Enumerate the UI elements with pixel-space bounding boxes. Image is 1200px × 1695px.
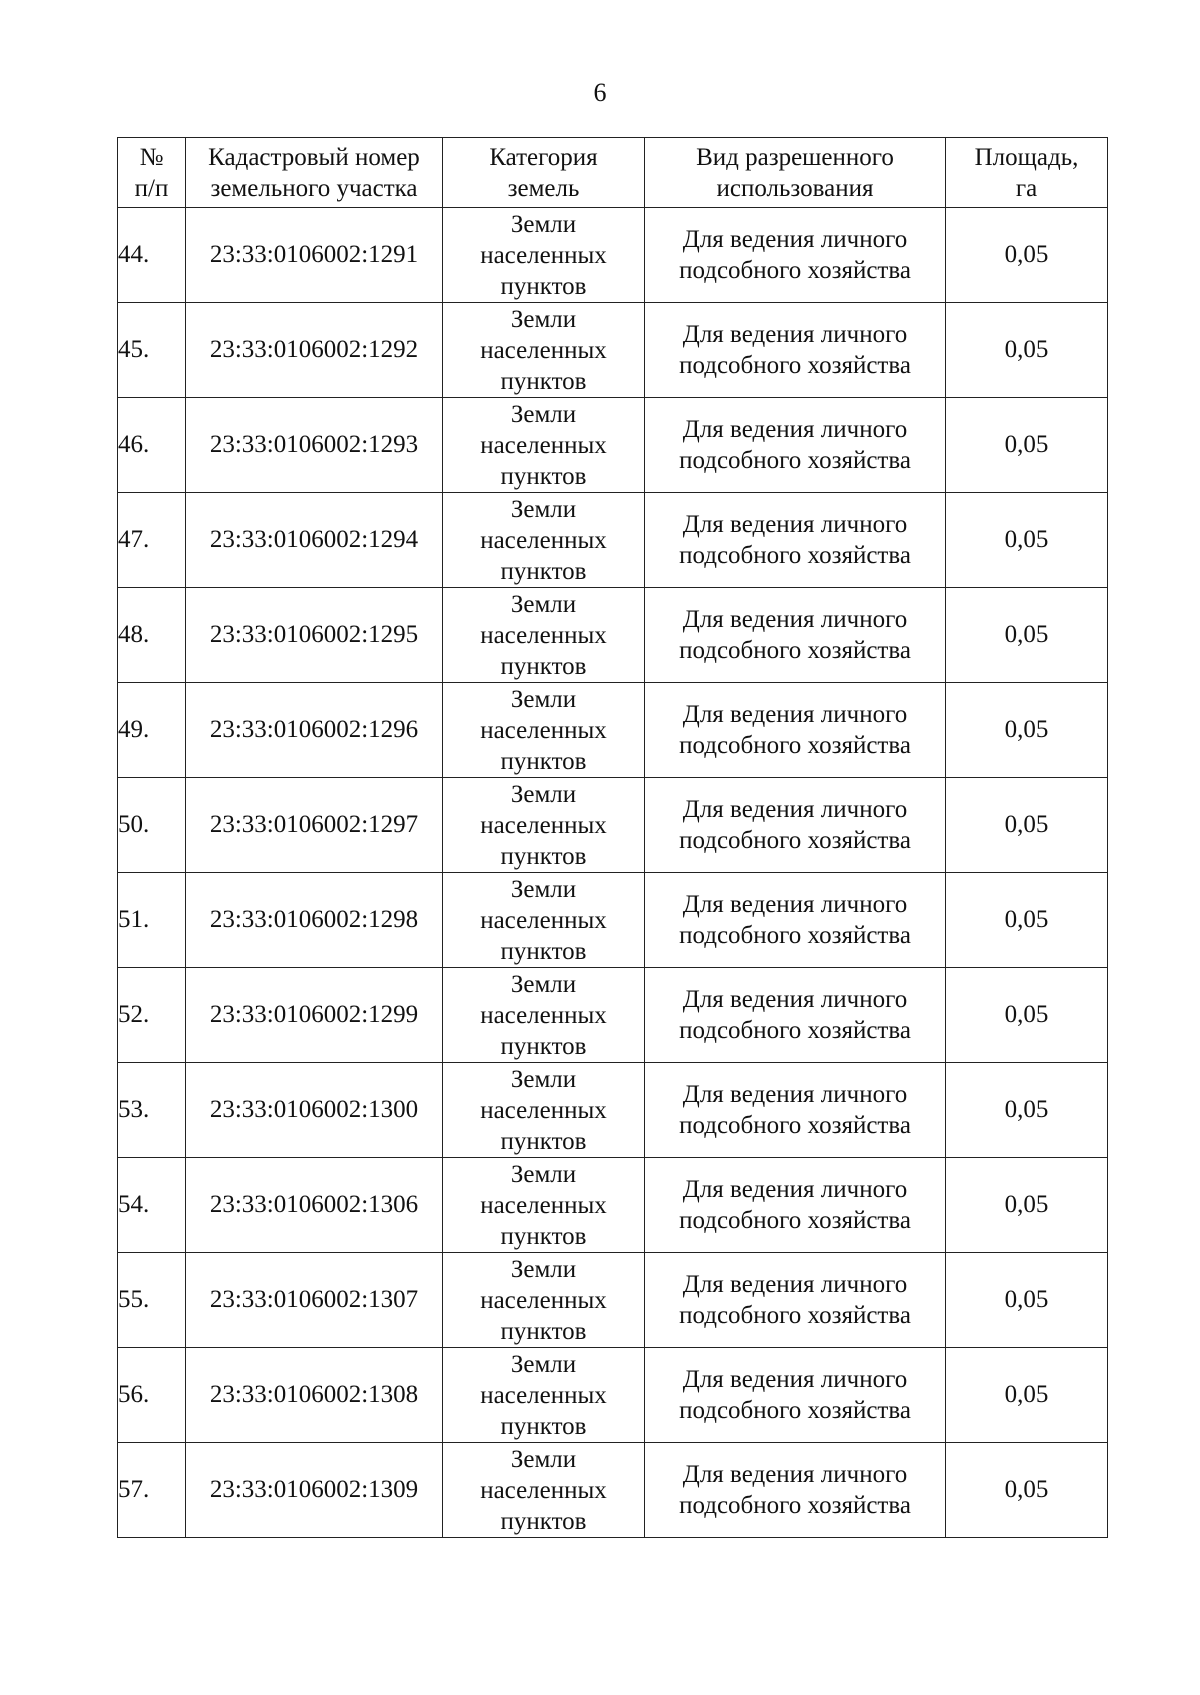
header-cadastral-number <box>186 138 443 208</box>
table-row <box>118 778 1108 873</box>
land-category-line: населенных <box>480 1286 607 1314</box>
permitted-use-line: Для ведения личного <box>682 1461 908 1488</box>
land-category-line: населенных <box>480 621 607 649</box>
permitted-use-line: подсобного хозяйства <box>679 1302 911 1329</box>
cadastral-number: 23:33:0106002:1295 <box>186 588 443 683</box>
land-category-line: населенных <box>480 1191 607 1219</box>
area-value: 0,05 <box>946 1348 1108 1443</box>
cadastral-number: 23:33:0106002:1291 <box>186 208 443 303</box>
cadastral-number: 23:33:0106002:1307 <box>186 1253 443 1348</box>
permitted-use-line: подсобного хозяйства <box>679 922 911 949</box>
area-value: 0,05 <box>946 1063 1108 1158</box>
land-category <box>443 1443 645 1538</box>
header-line: Площадь, <box>974 143 1079 171</box>
permitted-use-line: подсобного хозяйства <box>679 1397 911 1424</box>
land-category-line: населенных <box>480 526 607 554</box>
permitted-use-line: Для ведения личного <box>682 891 908 918</box>
land-category-line: Земли <box>510 1350 577 1378</box>
permitted-use <box>645 683 946 778</box>
land-category <box>443 1158 645 1253</box>
table-row <box>118 398 1108 493</box>
land-category-line: пунктов <box>500 1317 587 1345</box>
permitted-use-line: подсобного хозяйства <box>679 1207 911 1234</box>
permitted-use-line: подсобного хозяйства <box>679 827 911 854</box>
land-category-line: пунктов <box>500 557 587 585</box>
land-category-line: пунктов <box>500 1032 587 1060</box>
row-number: 53. <box>118 1063 186 1158</box>
table-row <box>118 208 1108 303</box>
table-row <box>118 1348 1108 1443</box>
land-category <box>443 1253 645 1348</box>
land-category-line: Земли <box>510 685 577 713</box>
cadastral-number: 23:33:0106002:1296 <box>186 683 443 778</box>
permitted-use <box>645 968 946 1063</box>
header-line: Кадастровый номер <box>208 143 420 171</box>
table-row <box>118 303 1108 398</box>
table-header-row <box>118 138 1108 208</box>
permitted-use <box>645 493 946 588</box>
row-number: 57. <box>118 1443 186 1538</box>
land-category <box>443 683 645 778</box>
permitted-use <box>645 398 946 493</box>
permitted-use <box>645 208 946 303</box>
table-row <box>118 968 1108 1063</box>
header-line: Вид разрешенного <box>696 143 894 171</box>
header-line: № <box>139 143 164 171</box>
land-category <box>443 588 645 683</box>
row-number: 56. <box>118 1348 186 1443</box>
land-category-line: Земли <box>510 305 577 333</box>
permitted-use-line: Для ведения личного <box>682 986 908 1013</box>
permitted-use <box>645 873 946 968</box>
land-category <box>443 398 645 493</box>
land-category-line: населенных <box>480 431 607 459</box>
header-number <box>118 138 186 208</box>
row-number: 50. <box>118 778 186 873</box>
area-value: 0,05 <box>946 1253 1108 1348</box>
cadastral-number: 23:33:0106002:1294 <box>186 493 443 588</box>
land-category-line: Земли <box>510 495 577 523</box>
row-number: 55. <box>118 1253 186 1348</box>
permitted-use-line: подсобного хозяйства <box>679 257 911 284</box>
land-category <box>443 873 645 968</box>
permitted-use <box>645 778 946 873</box>
land-category-line: населенных <box>480 241 607 269</box>
row-number: 54. <box>118 1158 186 1253</box>
row-number: 48. <box>118 588 186 683</box>
area-value: 0,05 <box>946 968 1108 1063</box>
area-value: 0,05 <box>946 208 1108 303</box>
area-value: 0,05 <box>946 683 1108 778</box>
header-line: п/п <box>134 174 169 202</box>
permitted-use-line: подсобного хозяйства <box>679 542 911 569</box>
land-category <box>443 493 645 588</box>
permitted-use-line: Для ведения личного <box>682 701 908 728</box>
land-category-line: населенных <box>480 716 607 744</box>
area-value: 0,05 <box>946 1443 1108 1538</box>
land-category-line: Земли <box>510 1445 577 1473</box>
permitted-use-line: подсобного хозяйства <box>679 352 911 379</box>
cadastral-number: 23:33:0106002:1306 <box>186 1158 443 1253</box>
header-permitted-use <box>645 138 946 208</box>
land-category-line: населенных <box>480 1096 607 1124</box>
land-category <box>443 1348 645 1443</box>
land-category-line: пунктов <box>500 272 587 300</box>
land-category-line: пунктов <box>500 367 587 395</box>
permitted-use-line: подсобного хозяйства <box>679 637 911 664</box>
land-category-line: населенных <box>480 811 607 839</box>
table-row <box>118 1063 1108 1158</box>
row-number: 49. <box>118 683 186 778</box>
land-category-line: Земли <box>510 1160 577 1188</box>
land-category <box>443 303 645 398</box>
area-value: 0,05 <box>946 398 1108 493</box>
permitted-use <box>645 1443 946 1538</box>
table-row <box>118 1253 1108 1348</box>
row-number: 46. <box>118 398 186 493</box>
permitted-use-line: Для ведения личного <box>682 511 908 538</box>
table-row <box>118 683 1108 778</box>
table-row <box>118 873 1108 968</box>
permitted-use-line: подсобного хозяйства <box>679 1492 911 1519</box>
table-row <box>118 493 1108 588</box>
land-category <box>443 1063 645 1158</box>
permitted-use <box>645 1348 946 1443</box>
land-category-line: Земли <box>510 590 577 618</box>
land-category-line: Земли <box>510 400 577 428</box>
row-number: 51. <box>118 873 186 968</box>
permitted-use <box>645 303 946 398</box>
area-value: 0,05 <box>946 1158 1108 1253</box>
permitted-use-line: Для ведения личного <box>682 1176 908 1203</box>
table-body <box>118 208 1108 1538</box>
land-plots-table <box>117 137 1108 1538</box>
land-category-line: населенных <box>480 1001 607 1029</box>
header-area <box>946 138 1108 208</box>
permitted-use-line: Для ведения личного <box>682 1271 908 1298</box>
land-category-line: пунктов <box>500 1507 587 1535</box>
land-category <box>443 968 645 1063</box>
land-category <box>443 778 645 873</box>
header-line: земель <box>507 174 580 202</box>
land-category-line: населенных <box>480 1476 607 1504</box>
cadastral-number: 23:33:0106002:1309 <box>186 1443 443 1538</box>
cadastral-number: 23:33:0106002:1292 <box>186 303 443 398</box>
permitted-use-line: Для ведения личного <box>682 1081 908 1108</box>
permitted-use-line: Для ведения личного <box>682 416 908 443</box>
permitted-use-line: Для ведения личного <box>682 321 908 348</box>
land-category-line: населенных <box>480 336 607 364</box>
land-category-line: населенных <box>480 1381 607 1409</box>
permitted-use-line: подсобного хозяйства <box>679 1112 911 1139</box>
page-number: 6 <box>593 78 607 107</box>
permitted-use-line: Для ведения личного <box>682 226 908 253</box>
land-category-line: пунктов <box>500 747 587 775</box>
permitted-use-line: подсобного хозяйства <box>679 732 911 759</box>
header-line: га <box>1015 174 1038 202</box>
land-category-line: пунктов <box>500 1412 587 1440</box>
land-category-line: населенных <box>480 906 607 934</box>
area-value: 0,05 <box>946 873 1108 968</box>
area-value: 0,05 <box>946 493 1108 588</box>
land-category-line: Земли <box>510 875 577 903</box>
land-category-line: Земли <box>510 1255 577 1283</box>
row-number: 47. <box>118 493 186 588</box>
land-category-line: пунктов <box>500 462 587 490</box>
land-category-line: пунктов <box>500 652 587 680</box>
permitted-use-line: подсобного хозяйства <box>679 447 911 474</box>
land-category-line: Земли <box>510 970 577 998</box>
header-land-category <box>443 138 645 208</box>
cadastral-number: 23:33:0106002:1298 <box>186 873 443 968</box>
row-number: 45. <box>118 303 186 398</box>
table-row <box>118 1158 1108 1253</box>
land-category-line: Земли <box>510 780 577 808</box>
land-category-line: Земли <box>510 210 577 238</box>
permitted-use-line: Для ведения личного <box>682 606 908 633</box>
area-value: 0,05 <box>946 778 1108 873</box>
table-row <box>118 588 1108 683</box>
cadastral-number: 23:33:0106002:1300 <box>186 1063 443 1158</box>
permitted-use-line: подсобного хозяйства <box>679 1017 911 1044</box>
cadastral-number: 23:33:0106002:1299 <box>186 968 443 1063</box>
table-row <box>118 1443 1108 1538</box>
land-category-line: пунктов <box>500 1222 587 1250</box>
row-number: 44. <box>118 208 186 303</box>
cadastral-number: 23:33:0106002:1293 <box>186 398 443 493</box>
land-category-line: Земли <box>510 1065 577 1093</box>
cadastral-number: 23:33:0106002:1308 <box>186 1348 443 1443</box>
cadastral-number: 23:33:0106002:1297 <box>186 778 443 873</box>
header-line: использования <box>716 174 874 202</box>
header-line: земельного участка <box>210 174 418 202</box>
header-line: Категория <box>489 143 598 171</box>
land-category-line: пунктов <box>500 1127 587 1155</box>
land-category-line: пунктов <box>500 937 587 965</box>
permitted-use <box>645 1063 946 1158</box>
permitted-use-line: Для ведения личного <box>682 796 908 823</box>
area-value: 0,05 <box>946 303 1108 398</box>
permitted-use <box>645 1253 946 1348</box>
row-number: 52. <box>118 968 186 1063</box>
land-category <box>443 208 645 303</box>
land-category-line: пунктов <box>500 842 587 870</box>
permitted-use <box>645 1158 946 1253</box>
permitted-use-line: Для ведения личного <box>682 1366 908 1393</box>
area-value: 0,05 <box>946 588 1108 683</box>
permitted-use <box>645 588 946 683</box>
